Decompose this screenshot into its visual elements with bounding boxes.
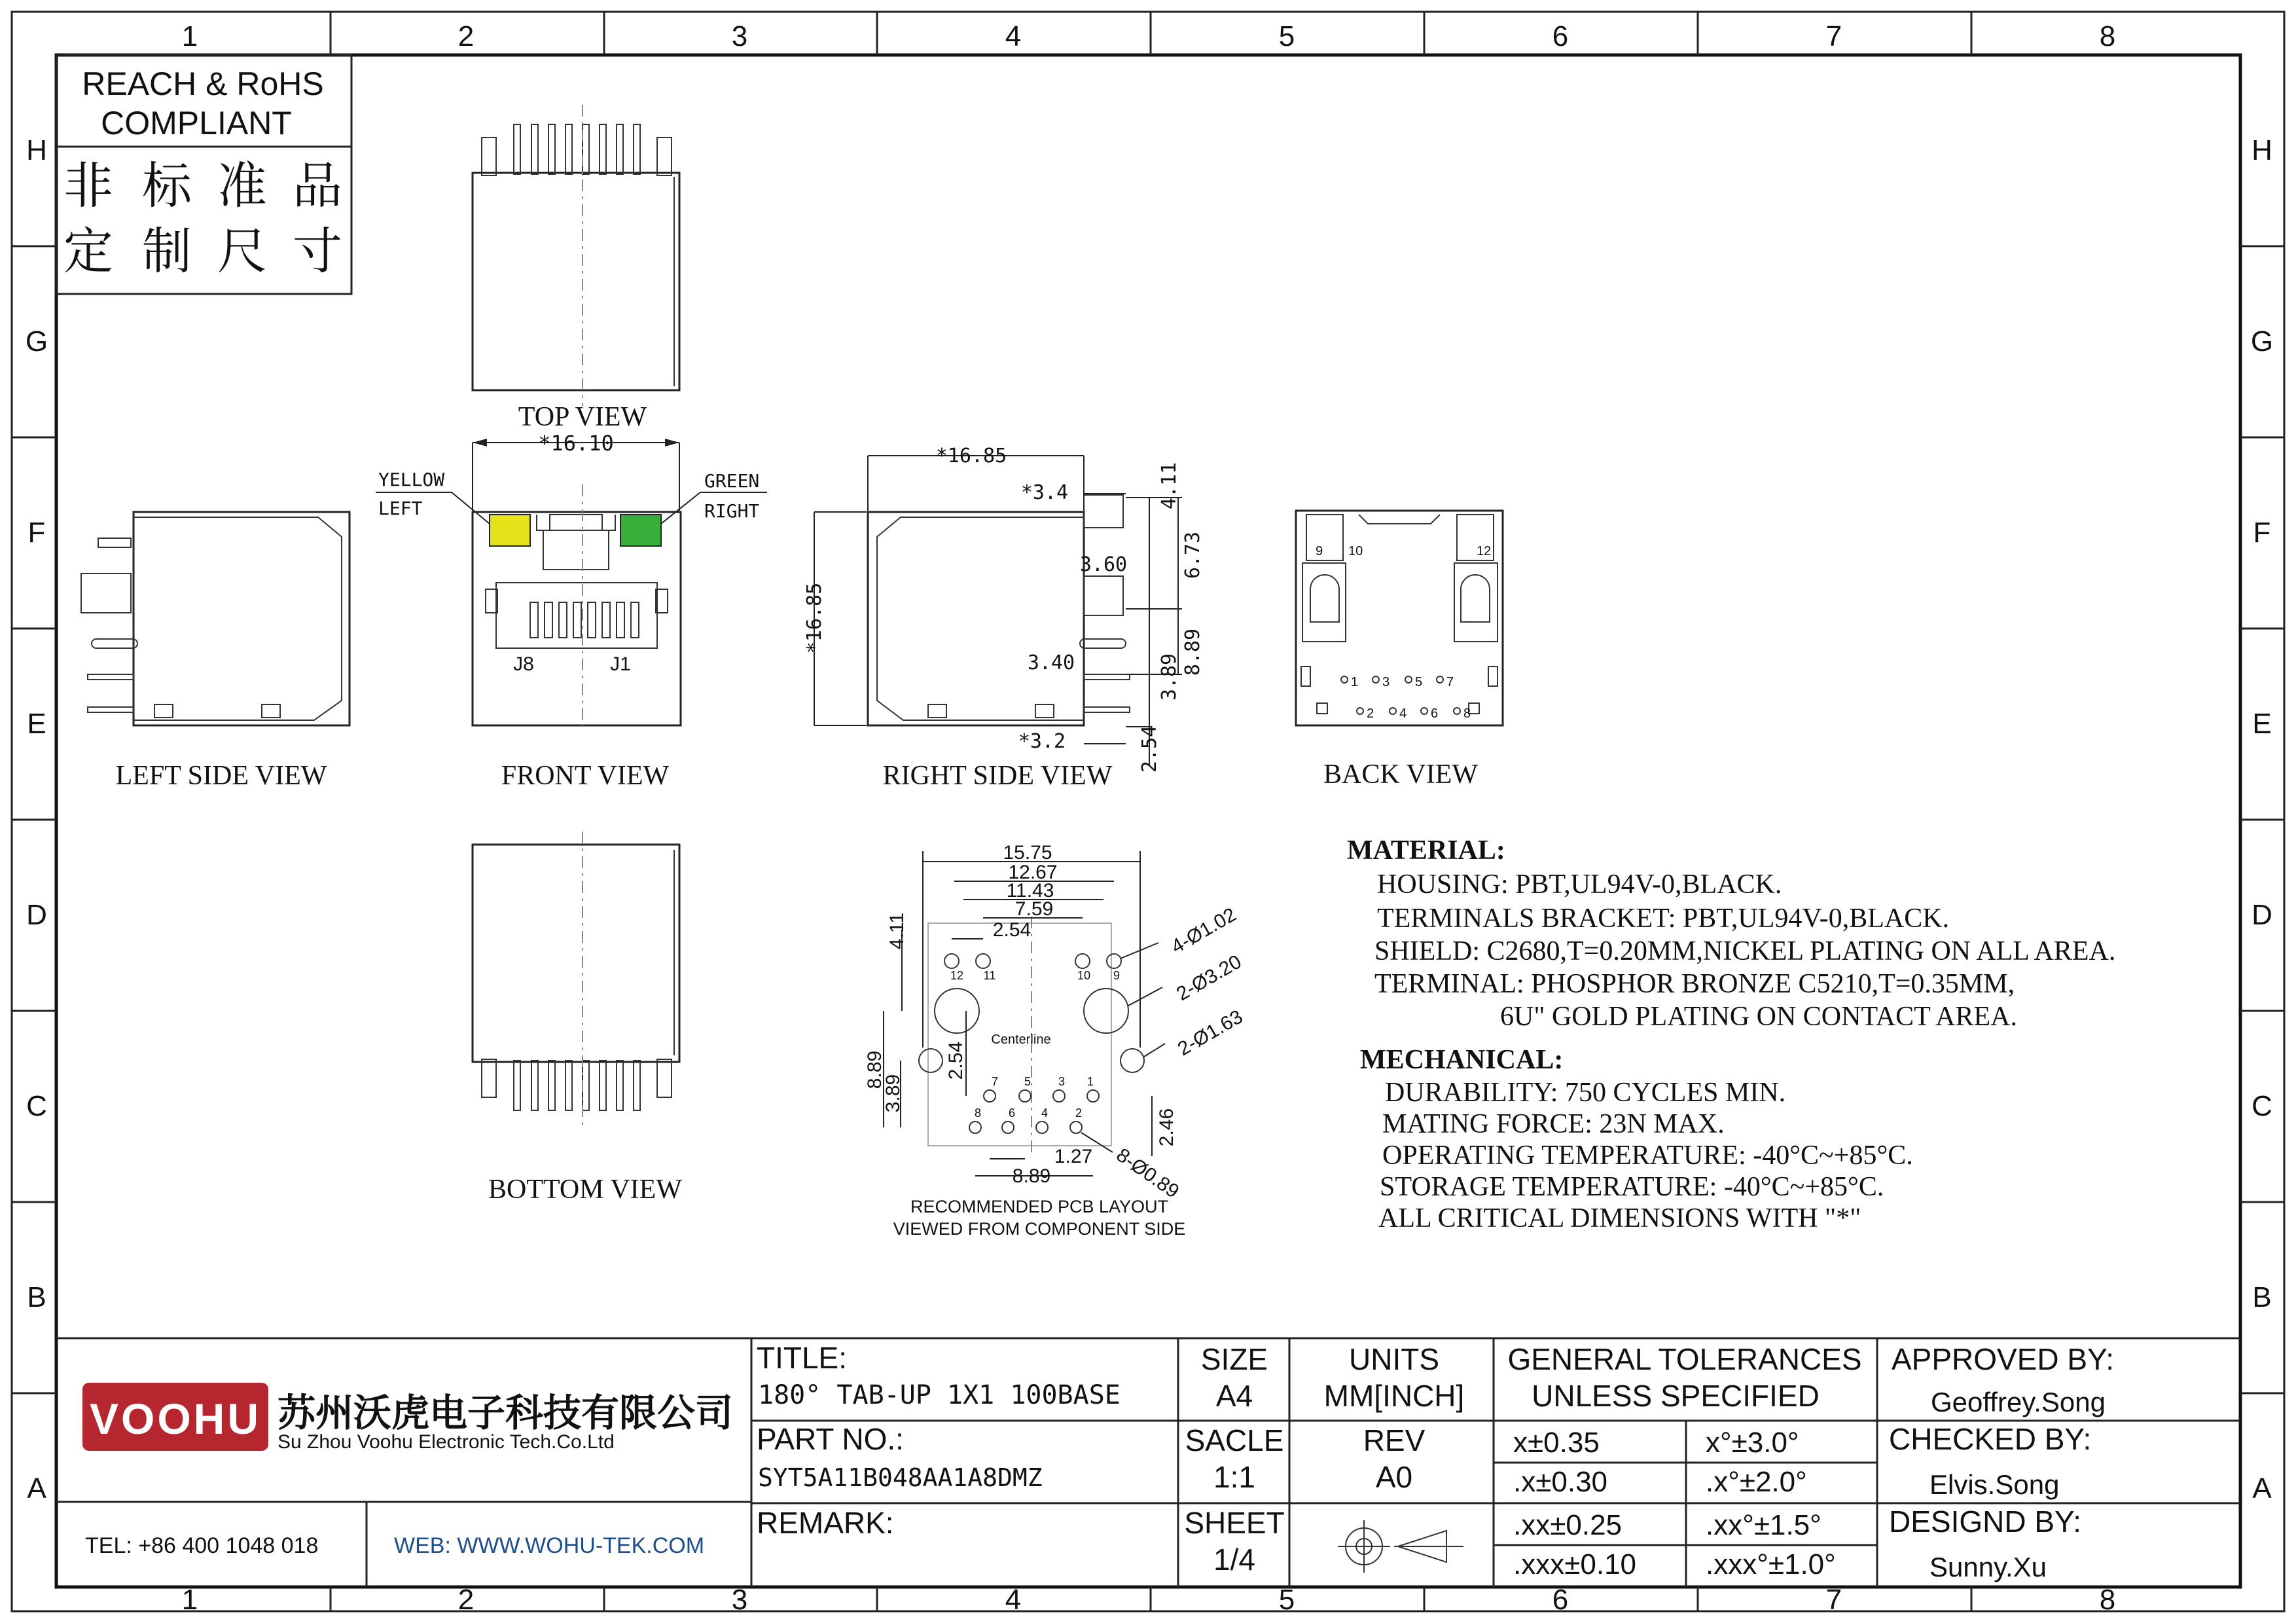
right-dim: 2.54 bbox=[1138, 725, 1161, 773]
right-dim: 4.11 bbox=[1158, 462, 1181, 510]
pin-j1-label: J1 bbox=[610, 653, 631, 675]
pcb-dim: 7.59 bbox=[1014, 898, 1054, 920]
tolerance-value: .x±0.30 bbox=[1513, 1466, 1608, 1498]
pcb-caption-1: RECOMMENDED PCB LAYOUT bbox=[910, 1197, 1169, 1216]
back-pin-label: 1 bbox=[1351, 675, 1359, 689]
right-dim: 3.60 bbox=[1079, 553, 1128, 576]
pcb-dim: 2-Ø3.20 bbox=[1173, 951, 1246, 1006]
pcb-pin-label: 6 bbox=[1008, 1106, 1016, 1120]
back-pin-label: 8 bbox=[1463, 706, 1471, 721]
tolerance-heading-1: GENERAL TOLERANCES bbox=[1507, 1342, 1862, 1376]
pcb-dim: 2.54 bbox=[992, 919, 1031, 941]
cn-char: 非 bbox=[63, 156, 113, 215]
col-label-4: 4 bbox=[1005, 20, 1022, 52]
title-block bbox=[56, 1338, 2240, 1587]
checked-value: Elvis.Song bbox=[1929, 1469, 2060, 1500]
material-line: 6U" GOLD PLATING ON CONTACT AREA. bbox=[1500, 1002, 2018, 1032]
row-label-C: C bbox=[26, 1090, 47, 1122]
cn-char: 制 bbox=[142, 222, 192, 280]
cn-char: 尺 bbox=[217, 222, 267, 280]
tolerance-value: .xx°±1.5° bbox=[1706, 1509, 1821, 1541]
mechanical-line: DURABILITY: 750 CYCLES MIN. bbox=[1385, 1078, 1786, 1108]
units-value: MM[INCH] bbox=[1323, 1379, 1465, 1413]
cn-char: 准 bbox=[217, 156, 267, 215]
row-label-right-F: F bbox=[2253, 517, 2271, 549]
right-dim: *16.85 bbox=[935, 445, 1007, 467]
tolerance-value: x±0.35 bbox=[1513, 1427, 1600, 1459]
pcb-pin-label: 3 bbox=[1058, 1075, 1066, 1088]
col-label-bottom-1: 1 bbox=[181, 1584, 198, 1616]
pcb-dim: 8.89 bbox=[1012, 1165, 1051, 1187]
pcb-dim: 2-Ø1.63 bbox=[1174, 1006, 1247, 1061]
pcb-layout bbox=[864, 842, 1246, 1239]
mechanical-line: MATING FORCE: 23N MAX. bbox=[1382, 1109, 1725, 1139]
company-name-en: Su Zhou Voohu Electronic Tech.Co.Ltd bbox=[278, 1431, 615, 1453]
sheet-label: SHEET bbox=[1184, 1506, 1285, 1540]
tel: TEL: +86 400 1048 018 bbox=[85, 1533, 319, 1558]
pcb-dim: 2.46 bbox=[1156, 1108, 1177, 1147]
rev-label: REV bbox=[1363, 1423, 1426, 1457]
tolerance-value: .xxx°±1.0° bbox=[1706, 1548, 1836, 1580]
scale-label: SACLE bbox=[1185, 1423, 1284, 1457]
cn-char: 品 bbox=[293, 156, 342, 215]
material-line: SHIELD: C2680,T=0.20MM,NICKEL PLATING ON ALL AREA. bbox=[1374, 936, 2116, 966]
col-label-8: 8 bbox=[2099, 20, 2116, 52]
mechanical-line: ALL CRITICAL DIMENSIONS WITH "*" bbox=[1378, 1203, 1861, 1233]
back-pin-label: 7 bbox=[1446, 675, 1454, 689]
pcb-pin-label: 9 bbox=[1113, 969, 1121, 982]
led-yellow bbox=[490, 515, 530, 546]
pcb-dim: 8.89 bbox=[864, 1050, 886, 1089]
row-label-D: D bbox=[26, 899, 47, 931]
mechanical-line: OPERATING TEMPERATURE: -40°C~+85°C. bbox=[1382, 1140, 1913, 1171]
pcb-dim: 4-Ø1.02 bbox=[1168, 903, 1240, 958]
col-label-1: 1 bbox=[181, 20, 198, 52]
top-view-label: TOP VIEW bbox=[518, 402, 647, 432]
company-name-cn: 苏州沃虎电子科技有限公司 bbox=[278, 1391, 734, 1435]
right-side-view bbox=[803, 445, 1204, 791]
right-dim: 6.73 bbox=[1181, 531, 1204, 579]
back-pin-label: 6 bbox=[1431, 706, 1439, 721]
compliance-line1: REACH & RoHS bbox=[82, 65, 324, 102]
scale-value: 1:1 bbox=[1213, 1460, 1255, 1494]
right-dim: 8.89 bbox=[1181, 628, 1204, 676]
cn-char: 标 bbox=[142, 156, 192, 215]
tolerance-value: x°±3.0° bbox=[1706, 1427, 1799, 1459]
pcb-dim: 12.67 bbox=[1008, 862, 1058, 883]
size-label: SIZE bbox=[1200, 1342, 1268, 1376]
row-label-right-H: H bbox=[2251, 134, 2272, 166]
back-pin-label: 12 bbox=[1477, 544, 1492, 558]
pcb-dim: 11.43 bbox=[1006, 880, 1054, 902]
rev-value: A0 bbox=[1375, 1460, 1413, 1494]
back-view bbox=[1296, 511, 1503, 790]
led-right-pos-label: RIGHT bbox=[704, 500, 760, 522]
right-side-view-label: RIGHT SIDE VIEW bbox=[882, 761, 1113, 791]
part-no-label: PART NO.: bbox=[757, 1422, 904, 1456]
title-value: 180° TAB-UP 1X1 100BASE bbox=[758, 1380, 1121, 1410]
row-label-G: G bbox=[25, 325, 48, 357]
tolerance-value: .xxx±0.10 bbox=[1513, 1548, 1637, 1580]
checked-label: CHECKED BY: bbox=[1889, 1422, 2092, 1456]
pcb-dim: 15.75 bbox=[1003, 842, 1052, 864]
col-label-7: 7 bbox=[1825, 20, 1842, 52]
led-green bbox=[620, 515, 661, 546]
website: WEB: WWW.WOHU-TEK.COM bbox=[394, 1533, 705, 1558]
logo-text: VOOHU bbox=[89, 1395, 262, 1443]
row-label-right-A: A bbox=[2252, 1472, 2272, 1504]
row-label-right-G: G bbox=[2250, 325, 2274, 357]
pcb-pin-label: 5 bbox=[1024, 1075, 1031, 1088]
led-left-pos-label: LEFT bbox=[378, 498, 423, 519]
col-label-5: 5 bbox=[1278, 20, 1295, 52]
compliance-line2: COMPLIANT bbox=[101, 105, 292, 141]
notes bbox=[1347, 835, 2115, 1233]
led-left-color-label: YELLOW bbox=[378, 469, 445, 490]
projection-symbol-icon bbox=[1338, 1520, 1463, 1573]
right-dim: *16.85 bbox=[803, 582, 826, 654]
pcb-caption-2: VIEWED FROM COMPONENT SIDE bbox=[893, 1219, 1186, 1239]
back-pin-label: 4 bbox=[1399, 706, 1407, 721]
row-label-right-D: D bbox=[2251, 899, 2272, 931]
col-label-bottom-5: 5 bbox=[1278, 1584, 1295, 1616]
pcb-dim: 1.27 bbox=[1054, 1146, 1093, 1167]
right-dim: *3.4 bbox=[1020, 481, 1069, 504]
material-line: TERMINAL: PHOSPHOR BRONZE C5210,T=0.35MM, bbox=[1374, 969, 2015, 999]
row-label-H: H bbox=[26, 134, 47, 166]
tolerance-value: .x°±2.0° bbox=[1706, 1466, 1807, 1498]
pcb-dim: 2.54 bbox=[945, 1041, 967, 1080]
back-pin-label: 5 bbox=[1415, 675, 1423, 689]
pin-j8-label: J8 bbox=[513, 653, 534, 675]
pcb-pin-label: 7 bbox=[991, 1075, 999, 1088]
col-label-bottom-7: 7 bbox=[1825, 1584, 1842, 1616]
front-view bbox=[376, 431, 767, 791]
front-view-label: FRONT VIEW bbox=[501, 761, 670, 791]
pcb-dim: 8-Ø0.89 bbox=[1112, 1144, 1183, 1203]
units-label: UNITS bbox=[1349, 1342, 1439, 1376]
col-label-bottom-8: 8 bbox=[2099, 1584, 2116, 1616]
pcb-pin-label: 2 bbox=[1075, 1106, 1083, 1120]
back-pin-label: 2 bbox=[1367, 706, 1374, 721]
material-heading: MATERIAL: bbox=[1347, 835, 1505, 866]
row-label-E: E bbox=[27, 708, 46, 740]
led-right-color-label: GREEN bbox=[704, 470, 760, 492]
pcb-pin-label: 1 bbox=[1086, 1075, 1094, 1088]
row-label-F: F bbox=[27, 517, 46, 549]
back-pin-label: 3 bbox=[1382, 675, 1390, 689]
remark-label: REMARK: bbox=[757, 1506, 894, 1540]
pcb-pin-label: 4 bbox=[1041, 1106, 1049, 1120]
col-label-3: 3 bbox=[731, 20, 748, 52]
row-label-right-E: E bbox=[2252, 708, 2272, 740]
tolerance-heading-2: UNLESS SPECIFIED bbox=[1532, 1379, 1820, 1413]
back-view-label: BACK VIEW bbox=[1323, 759, 1479, 790]
bottom-view bbox=[473, 831, 682, 1205]
cn-char: 定 bbox=[63, 222, 113, 280]
pcb-pin-label: 12 bbox=[950, 969, 964, 982]
col-label-bottom-6: 6 bbox=[1552, 1584, 1569, 1616]
material-line: HOUSING: PBT,UL94V-0,BLACK. bbox=[1377, 869, 1782, 900]
compliance-box bbox=[56, 55, 351, 294]
col-label-bottom-3: 3 bbox=[731, 1584, 748, 1616]
pcb-pin-label: 8 bbox=[974, 1106, 982, 1120]
bottom-view-label: BOTTOM VIEW bbox=[488, 1175, 682, 1205]
top-view bbox=[473, 105, 679, 432]
front-width-dim: *16.10 bbox=[538, 431, 614, 456]
right-dim: *3.2 bbox=[1018, 730, 1066, 753]
mechanical-heading: MECHANICAL: bbox=[1360, 1045, 1564, 1075]
left-side-view-label: LEFT SIDE VIEW bbox=[115, 761, 327, 791]
cn-char: 寸 bbox=[293, 222, 342, 280]
row-label-A: A bbox=[27, 1472, 46, 1504]
pcb-dim: 3.89 bbox=[882, 1074, 904, 1113]
mechanical-line: STORAGE TEMPERATURE: -40°C~+85°C. bbox=[1380, 1172, 1884, 1202]
material-line: TERMINALS BRACKET: PBT,UL94V-0,BLACK. bbox=[1377, 903, 1950, 934]
col-label-6: 6 bbox=[1552, 20, 1569, 52]
pcb-pin-label: 10 bbox=[1077, 969, 1091, 982]
part-no-value: SYT5A11B048AA1A8DMZ bbox=[758, 1463, 1043, 1492]
tolerance-value: .xx±0.25 bbox=[1513, 1509, 1623, 1541]
left-side-view bbox=[81, 512, 350, 791]
col-label-bottom-2: 2 bbox=[457, 1584, 475, 1616]
approved-label: APPROVED BY: bbox=[1892, 1342, 2115, 1376]
col-label-bottom-4: 4 bbox=[1005, 1584, 1022, 1616]
back-pin-label: 10 bbox=[1348, 544, 1363, 558]
sheet-value: 1/4 bbox=[1213, 1542, 1255, 1577]
centerline-label: Centerline bbox=[991, 1032, 1051, 1047]
size-value: A4 bbox=[1215, 1379, 1253, 1413]
row-label-B: B bbox=[27, 1281, 46, 1313]
row-label-right-C: C bbox=[2251, 1090, 2272, 1122]
designed-value: Sunny.Xu bbox=[1929, 1552, 2047, 1582]
pcb-pin-label: 11 bbox=[983, 969, 996, 982]
col-label-2: 2 bbox=[457, 20, 475, 52]
approved-value: Geoffrey.Song bbox=[1931, 1387, 2106, 1417]
row-label-right-B: B bbox=[2252, 1281, 2272, 1313]
designed-label: DESIGND BY: bbox=[1889, 1504, 2081, 1539]
back-pin-label: 9 bbox=[1316, 544, 1323, 558]
right-dim: 3.40 bbox=[1027, 651, 1075, 674]
title-label: TITLE: bbox=[757, 1341, 848, 1375]
pcb-dim: 4.11 bbox=[886, 912, 908, 950]
right-dim: 3.89 bbox=[1158, 653, 1181, 701]
